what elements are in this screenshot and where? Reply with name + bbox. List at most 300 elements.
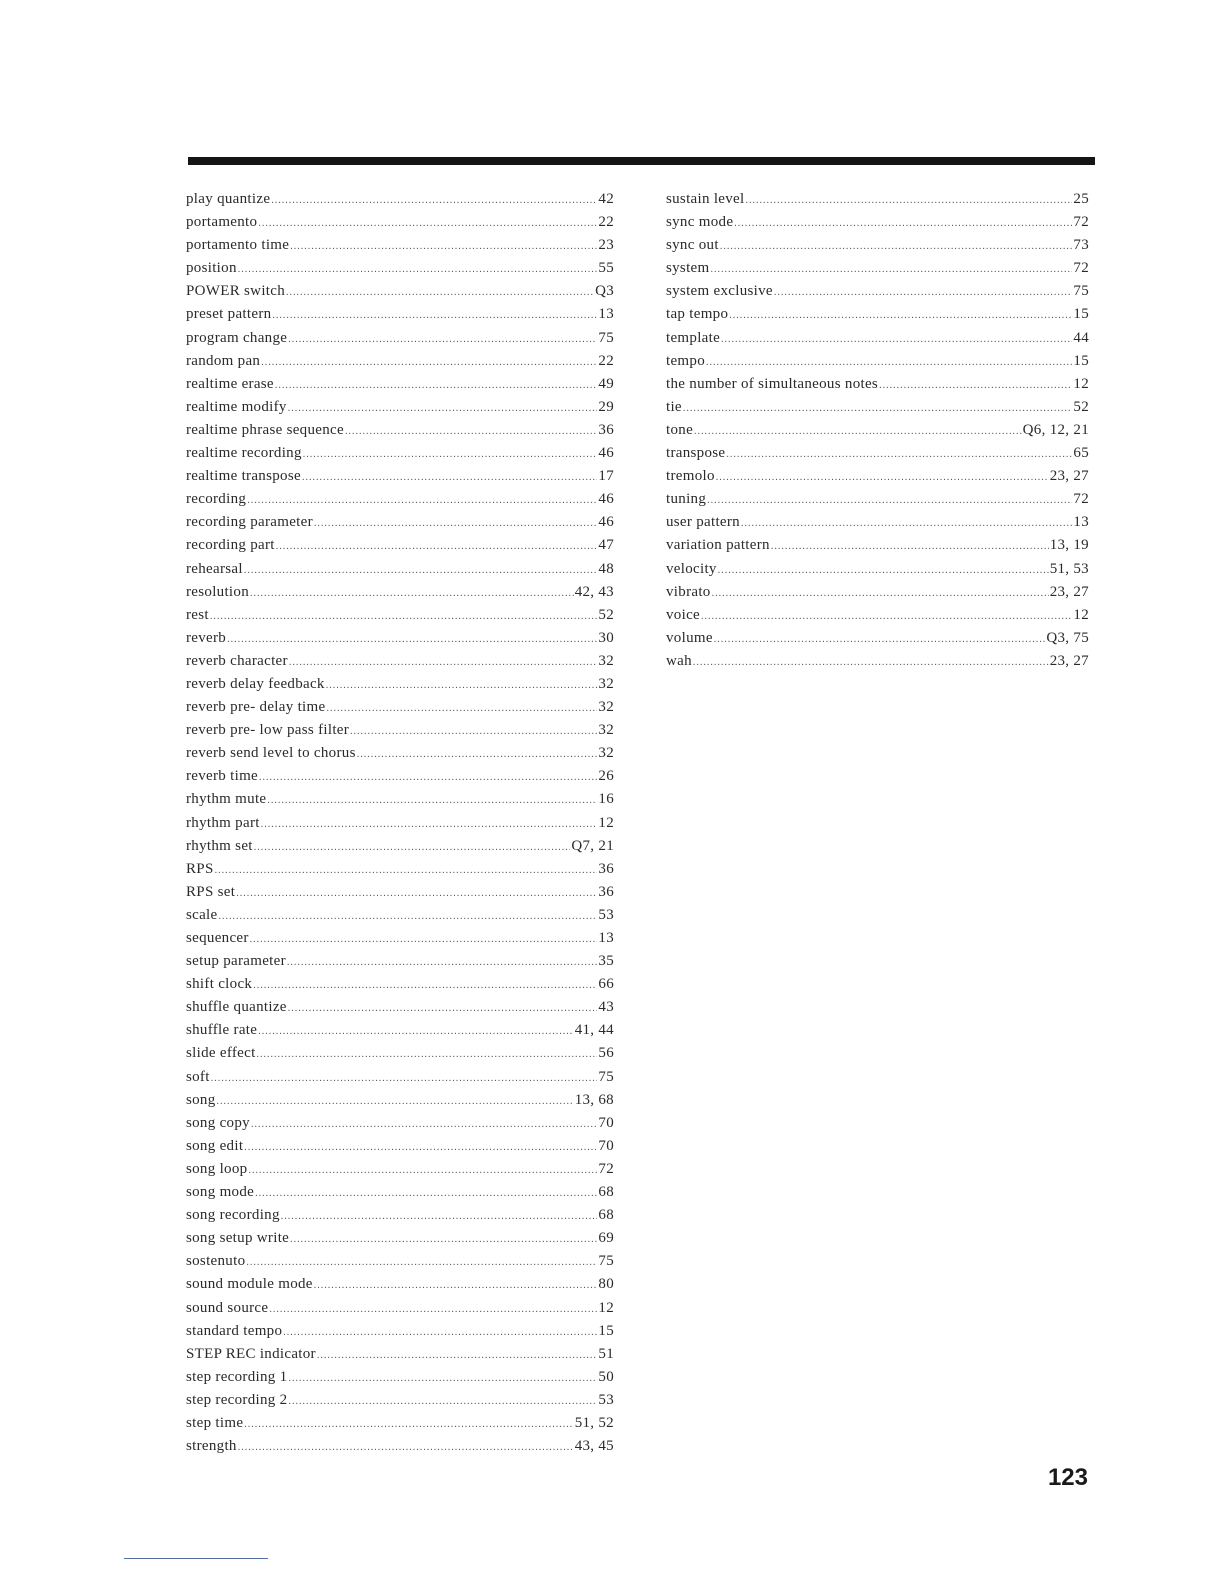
index-entry bbox=[186, 627, 614, 650]
index-page-ref: 46 bbox=[598, 445, 614, 462]
dot-leader bbox=[879, 374, 1072, 397]
dot-leader bbox=[275, 374, 597, 397]
index-term: song setup write bbox=[186, 1230, 290, 1247]
index-term: rhythm mute bbox=[186, 791, 267, 808]
index-term: wah bbox=[666, 652, 692, 669]
index-entry bbox=[186, 211, 614, 234]
index-page-ref: 15 bbox=[1073, 306, 1089, 323]
index-page-ref: 46 bbox=[598, 491, 614, 508]
index-term: system bbox=[666, 260, 710, 277]
index-page-ref: 17 bbox=[598, 468, 614, 485]
index-entry bbox=[186, 696, 614, 719]
index-page-ref: 36 bbox=[598, 883, 614, 900]
dot-leader bbox=[706, 351, 1072, 374]
index-entry bbox=[186, 465, 614, 488]
index-term: tap tempo bbox=[666, 306, 729, 323]
index-term: sustain level bbox=[666, 191, 745, 207]
index-entry bbox=[186, 257, 614, 280]
index-page-ref: 22 bbox=[598, 214, 614, 231]
index-term: tone bbox=[666, 421, 694, 438]
dot-leader bbox=[288, 397, 598, 420]
dot-leader bbox=[217, 1090, 574, 1113]
header-rule bbox=[188, 157, 1095, 165]
index-term: variation pattern bbox=[666, 537, 770, 554]
dot-leader bbox=[701, 605, 1072, 628]
index-term: reverb delay feedback bbox=[186, 675, 325, 692]
index-page-ref: 42, 43 bbox=[574, 583, 614, 600]
index-term: song mode bbox=[186, 1184, 255, 1201]
index-entry bbox=[666, 350, 1089, 373]
index-term: preset pattern bbox=[186, 306, 272, 323]
index-term: sound module mode bbox=[186, 1276, 313, 1293]
index-term: slide effect bbox=[186, 1045, 256, 1062]
dot-leader bbox=[718, 559, 1049, 582]
index-term: reverb bbox=[186, 629, 227, 646]
index-entry bbox=[186, 558, 614, 581]
index-entry bbox=[186, 1042, 614, 1065]
index-entry bbox=[186, 835, 614, 858]
index-entry bbox=[186, 950, 614, 973]
index-entry bbox=[666, 327, 1089, 350]
index-term: recording parameter bbox=[186, 514, 313, 531]
index-page-ref: 51 bbox=[598, 1345, 614, 1362]
index-page-ref: 12 bbox=[1073, 606, 1089, 623]
dot-leader bbox=[694, 420, 1022, 443]
index-entry bbox=[666, 442, 1089, 465]
index-term: step recording 1 bbox=[186, 1368, 288, 1385]
index-page-ref: 43 bbox=[598, 999, 614, 1016]
index-entry bbox=[186, 1435, 614, 1458]
index-term: strength bbox=[186, 1438, 237, 1455]
index-page-ref: 72 bbox=[598, 1160, 614, 1177]
index-term: shuffle quantize bbox=[186, 999, 287, 1016]
index-term: reverb character bbox=[186, 652, 288, 669]
scan-edge-mark bbox=[124, 1558, 268, 1559]
dot-leader bbox=[238, 258, 598, 281]
index-page-ref: 15 bbox=[598, 1322, 614, 1339]
index-term: tempo bbox=[666, 352, 705, 369]
dot-leader bbox=[734, 212, 1072, 235]
index-page-ref: 72 bbox=[1073, 214, 1089, 231]
index-term: shuffle rate bbox=[186, 1022, 258, 1039]
dot-leader bbox=[303, 443, 598, 466]
index-page-ref: 15 bbox=[1073, 352, 1089, 369]
dot-leader bbox=[259, 766, 597, 789]
index-term: tie bbox=[666, 398, 682, 415]
dot-leader bbox=[317, 1344, 598, 1367]
index-page-ref: 13 bbox=[598, 930, 614, 946]
dot-leader bbox=[288, 1390, 597, 1413]
dot-leader bbox=[286, 281, 594, 304]
index-term: RPS bbox=[186, 860, 214, 877]
dot-leader bbox=[269, 1298, 597, 1321]
index-entry bbox=[186, 488, 614, 511]
index-term: shift clock bbox=[186, 976, 253, 993]
index-page-ref: 35 bbox=[598, 953, 614, 970]
index-term: template bbox=[666, 329, 721, 346]
index-term: realtime transpose bbox=[186, 468, 301, 485]
index-page-ref: 80 bbox=[598, 1276, 614, 1293]
index-page-ref: 52 bbox=[598, 606, 614, 623]
index-column-left bbox=[186, 188, 614, 1458]
dot-leader bbox=[271, 189, 597, 212]
index-entry bbox=[186, 1250, 614, 1273]
index-entry bbox=[186, 511, 614, 534]
index-entry bbox=[186, 419, 614, 442]
index-page-ref: 68 bbox=[598, 1207, 614, 1224]
index-term: song bbox=[186, 1091, 216, 1108]
index-term: the number of simultaneous notes bbox=[666, 375, 879, 392]
index-entry bbox=[666, 188, 1089, 211]
dot-leader bbox=[247, 489, 597, 512]
index-page-ref: 32 bbox=[598, 722, 614, 739]
index-page-ref: 23, 27 bbox=[1049, 652, 1089, 669]
dot-leader bbox=[716, 466, 1049, 489]
index-entry bbox=[666, 211, 1089, 234]
index-entry bbox=[186, 858, 614, 881]
index-term: system exclusive bbox=[666, 283, 773, 300]
index-entry bbox=[186, 234, 614, 257]
index-page-ref: 22 bbox=[598, 352, 614, 369]
index-term: POWER switch bbox=[186, 283, 286, 300]
dot-leader bbox=[326, 697, 597, 720]
dot-leader bbox=[283, 1321, 597, 1344]
index-page-ref: 26 bbox=[598, 768, 614, 785]
index-entry bbox=[186, 904, 614, 927]
index-page-ref: 12 bbox=[598, 1299, 614, 1316]
index-page-ref: 23, 27 bbox=[1049, 468, 1089, 485]
index-entry bbox=[666, 419, 1089, 442]
index-entry bbox=[186, 996, 614, 1019]
dot-leader bbox=[258, 1020, 573, 1043]
index-page-ref: 12 bbox=[1073, 375, 1089, 392]
dot-leader bbox=[314, 1274, 598, 1297]
index-term: reverb pre- delay time bbox=[186, 699, 326, 716]
index-page-ref: 32 bbox=[598, 745, 614, 762]
index-entry bbox=[186, 1412, 614, 1435]
index-term: reverb send level to chorus bbox=[186, 745, 356, 762]
index-entry bbox=[186, 1366, 614, 1389]
index-entry bbox=[186, 1019, 614, 1042]
dot-leader bbox=[227, 628, 597, 651]
index-entry bbox=[186, 188, 614, 211]
dot-leader bbox=[276, 535, 598, 558]
dot-leader bbox=[693, 651, 1049, 674]
index-entry bbox=[666, 604, 1089, 627]
dot-leader bbox=[261, 351, 597, 374]
index-term: soft bbox=[186, 1068, 210, 1085]
index-page-ref: 66 bbox=[598, 976, 614, 993]
index-page-ref: 52 bbox=[1073, 398, 1089, 415]
index-entry bbox=[186, 1158, 614, 1181]
index-entry bbox=[186, 534, 614, 557]
dot-leader bbox=[314, 512, 598, 535]
dot-leader bbox=[244, 559, 598, 582]
dot-leader bbox=[250, 582, 574, 605]
index-page-ref: 48 bbox=[598, 560, 614, 577]
dot-leader bbox=[714, 628, 1046, 651]
index-page-ref: 43, 45 bbox=[574, 1438, 614, 1455]
dot-leader bbox=[267, 789, 597, 812]
index-page-ref: 47 bbox=[598, 537, 614, 554]
index-entry bbox=[186, 788, 614, 811]
index-entry bbox=[666, 581, 1089, 604]
dot-leader bbox=[345, 420, 597, 443]
index-term: reverb pre- low pass filter bbox=[186, 722, 350, 739]
index-entry bbox=[666, 396, 1089, 419]
index-page-ref: 16 bbox=[598, 791, 614, 808]
index-page-ref: Q6, 12, 21 bbox=[1022, 421, 1089, 438]
index-page-ref: 70 bbox=[598, 1114, 614, 1131]
index-page-ref: 41, 44 bbox=[574, 1022, 614, 1039]
index-page-ref: 32 bbox=[598, 652, 614, 669]
dot-leader bbox=[218, 905, 597, 928]
index-term: sound source bbox=[186, 1299, 269, 1316]
index-term: random pan bbox=[186, 352, 261, 369]
dot-leader bbox=[774, 281, 1073, 304]
index-entry bbox=[666, 257, 1089, 280]
index-page-ref: 73 bbox=[1073, 237, 1089, 254]
dot-leader bbox=[745, 189, 1072, 212]
index-term: song recording bbox=[186, 1207, 280, 1224]
index-page-ref: 25 bbox=[1073, 191, 1089, 207]
index-page-ref: 13, 19 bbox=[1049, 537, 1089, 554]
index-page-ref: 75 bbox=[598, 329, 614, 346]
index-term: transpose bbox=[666, 445, 726, 462]
dot-leader bbox=[720, 235, 1073, 258]
dot-leader bbox=[289, 651, 598, 674]
index-entry bbox=[186, 1273, 614, 1296]
index-entry bbox=[186, 1343, 614, 1366]
index-page-ref: 23 bbox=[598, 237, 614, 254]
index-term: resolution bbox=[186, 583, 249, 600]
dot-leader bbox=[261, 813, 598, 836]
index-term: tuning bbox=[666, 491, 707, 508]
dot-leader bbox=[302, 466, 597, 489]
dot-leader bbox=[683, 397, 1072, 420]
index-page-ref: 55 bbox=[598, 260, 614, 277]
index-page-ref: 36 bbox=[598, 860, 614, 877]
index-page-ref: 70 bbox=[598, 1137, 614, 1154]
index-term: rhythm set bbox=[186, 837, 253, 854]
index-entry bbox=[186, 812, 614, 835]
dot-leader bbox=[281, 1205, 598, 1228]
index-entry bbox=[186, 581, 614, 604]
dot-leader bbox=[290, 1228, 597, 1251]
index-entry bbox=[186, 280, 614, 303]
index-entry bbox=[186, 442, 614, 465]
dot-leader bbox=[721, 328, 1072, 351]
dot-leader bbox=[236, 882, 597, 905]
dot-leader bbox=[211, 1067, 598, 1090]
index-term: realtime erase bbox=[186, 375, 274, 392]
dot-leader bbox=[272, 304, 597, 327]
index-page-ref: 12 bbox=[598, 814, 614, 831]
index-term: scale bbox=[186, 906, 218, 923]
index-entry bbox=[186, 373, 614, 396]
index-page-ref: 13, 68 bbox=[574, 1091, 614, 1108]
index-term: realtime phrase sequence bbox=[186, 421, 344, 438]
index-page-ref: 75 bbox=[598, 1068, 614, 1085]
index-page-ref: 29 bbox=[598, 398, 614, 415]
dot-leader bbox=[253, 974, 597, 997]
index-term: realtime recording bbox=[186, 445, 302, 462]
index-page-ref: 44 bbox=[1073, 329, 1089, 346]
index-entry bbox=[186, 1181, 614, 1204]
dot-leader bbox=[254, 836, 571, 859]
index-page-ref: 68 bbox=[598, 1184, 614, 1201]
index-entry bbox=[186, 1227, 614, 1250]
index-entry bbox=[666, 511, 1089, 534]
index-page-ref: 49 bbox=[598, 375, 614, 392]
index-page-ref: 75 bbox=[598, 1253, 614, 1270]
index-term: realtime modify bbox=[186, 398, 287, 415]
index-entry bbox=[666, 280, 1089, 303]
index-term: portamento bbox=[186, 214, 258, 231]
dot-leader bbox=[250, 928, 598, 951]
index-page-ref: Q3 bbox=[595, 283, 614, 300]
dot-leader bbox=[258, 212, 597, 235]
index-page-ref: 30 bbox=[598, 629, 614, 646]
index-entry bbox=[666, 234, 1089, 257]
index-term: recording bbox=[186, 491, 247, 508]
dot-leader bbox=[244, 1413, 573, 1436]
index-entry bbox=[666, 558, 1089, 581]
index-page-ref: 53 bbox=[598, 1391, 614, 1408]
dot-leader bbox=[288, 997, 598, 1020]
dot-leader bbox=[707, 489, 1072, 512]
index-term: song copy bbox=[186, 1114, 250, 1131]
index-entry bbox=[666, 488, 1089, 511]
index-entry bbox=[186, 1089, 614, 1112]
dot-leader bbox=[290, 235, 597, 258]
index-page-ref: 51, 52 bbox=[574, 1414, 614, 1431]
index-term: volume bbox=[666, 629, 713, 646]
dot-leader bbox=[712, 582, 1049, 605]
dot-leader bbox=[255, 1182, 597, 1205]
index-entry bbox=[186, 396, 614, 419]
dot-leader bbox=[726, 443, 1072, 466]
index-entry bbox=[186, 719, 614, 742]
dot-leader bbox=[257, 1043, 598, 1066]
index-entry bbox=[186, 1066, 614, 1089]
index-entry bbox=[186, 604, 614, 627]
index-page-ref: 69 bbox=[598, 1230, 614, 1247]
dot-leader bbox=[288, 1367, 597, 1390]
index-entry bbox=[186, 1135, 614, 1158]
dot-leader bbox=[729, 304, 1072, 327]
index-column-right bbox=[666, 188, 1089, 673]
index-term: song edit bbox=[186, 1137, 244, 1154]
index-term: reverb time bbox=[186, 768, 259, 785]
index-term: rhythm part bbox=[186, 814, 260, 831]
index-term: velocity bbox=[666, 560, 717, 577]
index-page-ref: Q7, 21 bbox=[571, 837, 614, 854]
index-term: position bbox=[186, 260, 237, 277]
index-term: step recording 2 bbox=[186, 1391, 288, 1408]
index-page-ref: Q3, 75 bbox=[1046, 629, 1089, 646]
index-page-ref: 72 bbox=[1073, 260, 1089, 277]
index-entry bbox=[186, 973, 614, 996]
index-entry bbox=[186, 1204, 614, 1227]
index-page-ref: 51, 53 bbox=[1049, 560, 1089, 577]
index-term: STEP REC indicator bbox=[186, 1345, 316, 1362]
index-page-ref: 72 bbox=[1073, 491, 1089, 508]
index-entry bbox=[186, 350, 614, 373]
index-page-ref: 13 bbox=[1073, 514, 1089, 531]
index-entry bbox=[186, 742, 614, 765]
index-term: sequencer bbox=[186, 930, 249, 946]
index-entry bbox=[186, 881, 614, 904]
index-entry bbox=[186, 1320, 614, 1343]
index-page-ref: 13 bbox=[598, 306, 614, 323]
dot-leader bbox=[326, 674, 598, 697]
index-term: voice bbox=[666, 606, 700, 623]
dot-leader bbox=[215, 859, 598, 882]
dot-leader bbox=[246, 1251, 597, 1274]
dot-leader bbox=[350, 720, 597, 743]
index-entry bbox=[186, 1389, 614, 1412]
dot-leader bbox=[287, 951, 598, 974]
index-entry bbox=[666, 650, 1089, 673]
index-page-ref: 46 bbox=[598, 514, 614, 531]
dot-leader bbox=[251, 1113, 597, 1136]
index-term: standard tempo bbox=[186, 1322, 283, 1339]
index-term: recording part bbox=[186, 537, 275, 554]
dot-leader bbox=[210, 605, 598, 628]
index-entry bbox=[186, 327, 614, 350]
index-page-ref: 32 bbox=[598, 675, 614, 692]
index-page-ref: 56 bbox=[598, 1045, 614, 1062]
index-entry bbox=[186, 303, 614, 326]
index-term: setup parameter bbox=[186, 953, 286, 970]
dot-leader bbox=[244, 1136, 597, 1159]
dot-leader bbox=[710, 258, 1072, 281]
index-page-ref: 36 bbox=[598, 421, 614, 438]
index-entry bbox=[666, 303, 1089, 326]
index-page-ref: 50 bbox=[598, 1368, 614, 1385]
page-number: 123 bbox=[1047, 1464, 1088, 1491]
index-page-ref: 23, 27 bbox=[1049, 583, 1089, 600]
index-term: RPS set bbox=[186, 883, 236, 900]
index-page-ref: 53 bbox=[598, 906, 614, 923]
index-page-ref: 32 bbox=[598, 699, 614, 716]
index-entry bbox=[666, 465, 1089, 488]
dot-leader bbox=[741, 512, 1072, 535]
dot-leader bbox=[238, 1436, 574, 1459]
index-term: play quantize bbox=[186, 191, 271, 207]
index-term: song loop bbox=[186, 1160, 248, 1177]
dot-leader bbox=[248, 1159, 597, 1182]
index-term: user pattern bbox=[666, 514, 740, 531]
index-term: step time bbox=[186, 1414, 244, 1431]
index-entry bbox=[186, 765, 614, 788]
dot-leader bbox=[357, 743, 598, 766]
index-entry bbox=[666, 534, 1089, 557]
index-entry bbox=[186, 1297, 614, 1320]
index-entry bbox=[186, 673, 614, 696]
index-entry bbox=[186, 1112, 614, 1135]
index-entry bbox=[666, 373, 1089, 396]
index-page-ref: 42 bbox=[598, 191, 614, 207]
index-term: rest bbox=[186, 606, 209, 623]
index-term: sync out bbox=[666, 237, 719, 254]
dot-leader bbox=[288, 328, 597, 351]
index-page-ref: 65 bbox=[1073, 445, 1089, 462]
index-term: portamento time bbox=[186, 237, 290, 254]
index-term: rehearsal bbox=[186, 560, 243, 577]
index-term: tremolo bbox=[666, 468, 715, 485]
